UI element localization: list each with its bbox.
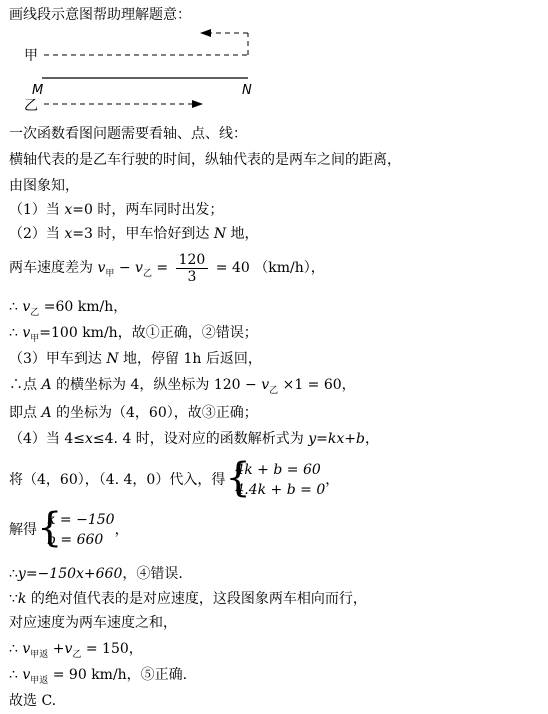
label-yi: 乙 — [24, 98, 38, 114]
intro-line-3: 由图象知， — [9, 178, 79, 194]
sum-equation: ∴ $v_{甲返} +v_乙 = 150$， — [9, 641, 143, 660]
forward-arrow-icon — [192, 100, 203, 108]
return-arrow-icon — [200, 29, 211, 37]
result-line: ∴y=−150x+660，④错误. — [9, 566, 183, 582]
point-a-line: ∴点 A 的横坐标为 4，纵坐标为 $120 - v_乙 \times 1 = 60$， — [9, 377, 356, 396]
explain-line-1: ∵k 的绝对值代表的是对应速度，这段图象两车相向而行， — [9, 591, 367, 607]
substitute-system: 将（4，60），（4. 4，0）代入，得 { 4k + b = 60 4.4k + b = 0 ， — [9, 455, 340, 501]
intro-line-2: 横轴代表的是乙车行驶的时间，纵轴代表的是两车之间的距离， — [9, 152, 401, 168]
header-text: 画线段示意图帮助理解题意： — [9, 7, 191, 23]
explain-line-2: 对应速度为两车速度之和， — [9, 615, 177, 631]
step-3: （3）甲车到达 N 地，停留 1h 后返回， — [9, 351, 262, 367]
coord-a-line: 即点 A 的坐标为（4，60），故③正确； — [9, 405, 258, 421]
fraction-120-3: $\frac{120}{3}$ — [176, 252, 209, 285]
equation-system-2: { k = −150 b = 660 — [37, 505, 115, 551]
step-1: （1）当 x=0 时，两车同时出发； — [9, 202, 224, 218]
v-return-line: ∴ $v_{甲返} = 90$ km/h，⑤正确. — [9, 667, 188, 686]
step-2: （2）当 x=3 时，甲车恰好到达 N 地， — [9, 226, 259, 242]
v-jia-line: ∴ $v_甲=100$ km/h，故①正确，②错误； — [9, 325, 258, 344]
v-yi-line: ∴ $v_乙 =60$ km/h， — [9, 299, 128, 318]
label-jia: 甲 — [24, 48, 38, 64]
step-4: （4）当 4≤x≤4. 4 时，设对应的函数解析式为 y=kx+b， — [9, 431, 379, 447]
segment-diagram — [0, 26, 548, 136]
speed-difference: 两车速度差为 $v_甲 - v_乙$ = $\frac{120}{3}$ = 40 （km/h）， — [9, 251, 325, 285]
answer-line: 故选 C. — [9, 693, 57, 709]
solve-system: 解得 { k = −150 b = 660 ， — [9, 505, 129, 551]
label-n: N — [242, 83, 252, 98]
intro-line-1: 一次函数看图问题需要看轴、点、线： — [9, 126, 247, 142]
label-m: M — [32, 83, 44, 98]
equation-system-1: { 4k + b = 60 4.4k + b = 0 — [225, 455, 326, 501]
